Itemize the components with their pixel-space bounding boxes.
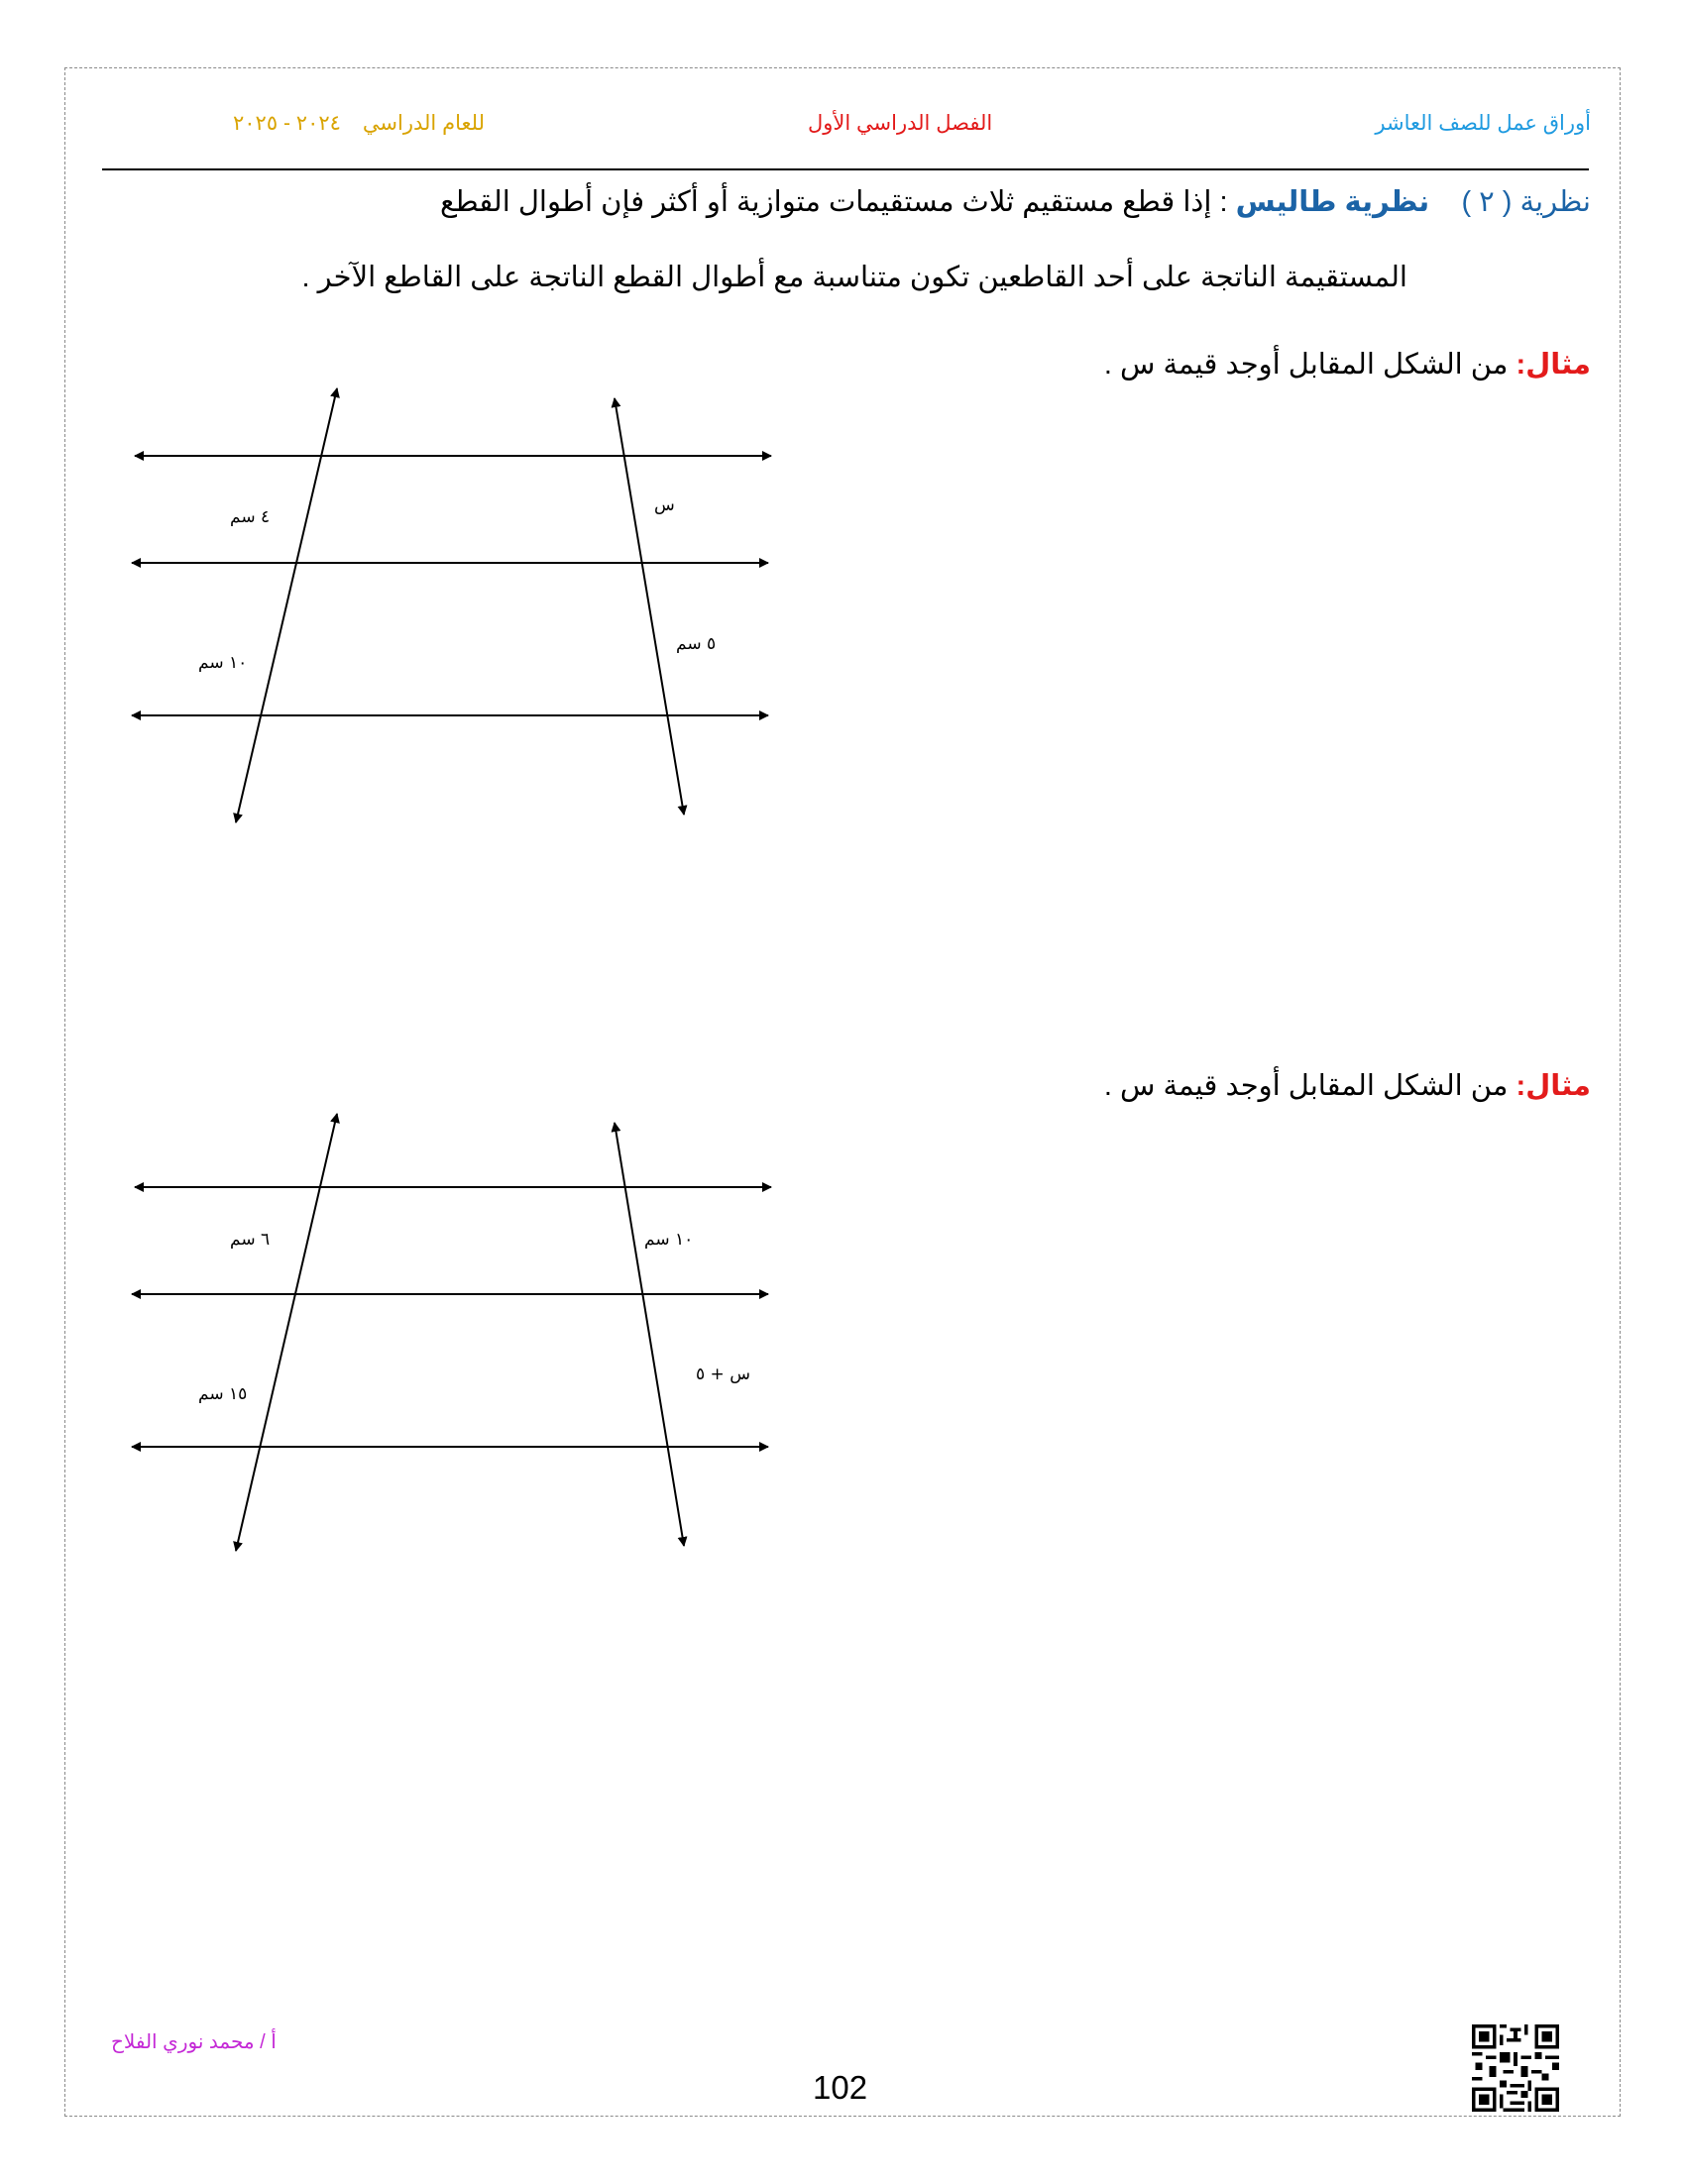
- author-name: أ / محمد نوري الفلاح: [111, 2031, 277, 2053]
- example-2-text: من الشكل المقابل أوجد قيمة س .: [1103, 1070, 1509, 1102]
- figure-2: [0, 1100, 813, 1566]
- header-year-value: ٢٠٢٤ - ٢٠٢٥: [233, 112, 341, 135]
- example-1-label: مثال:: [1516, 349, 1591, 381]
- header-worksheet-title: أوراق عمل للصف العاشر: [1375, 112, 1591, 135]
- theorem-number: نظرية ( ٢ ): [1461, 186, 1591, 218]
- theorem-name: نظرية طاليس: [1235, 186, 1430, 218]
- example-2: [1104, 1068, 1591, 1103]
- header-school-year: [233, 111, 485, 136]
- fig1-label-left-top: ٤ سم: [230, 507, 271, 527]
- qr-code-icon: [1472, 2024, 1559, 2112]
- theorem-statement-2: المستقيمة الناتجة على أحد القاطعين تكون متناسبة مع أطوال القطع الناتجة على القاطع الآخر .: [301, 262, 1407, 293]
- example-1: [1104, 347, 1591, 382]
- fig2-label-left-bottom: ١٥ سم: [198, 1384, 248, 1404]
- transversal-right: [615, 398, 684, 815]
- fig2-label-right-top: ١٠ سم: [644, 1230, 694, 1250]
- fig1-label-right-top: س: [654, 495, 675, 515]
- example-2-label: مثال:: [1516, 1070, 1591, 1102]
- fig1-label-right-bottom: ٥ سم: [676, 634, 717, 654]
- page-number: 102: [813, 2069, 868, 2106]
- fig2-label-right-bottom: س + ٥: [696, 1365, 750, 1384]
- transversal-left: [236, 388, 337, 822]
- theorem-statement-1: : إذا قطع مستقيم ثلاث مستقيمات متوازية أو أكثر فإن أطوال القطع: [440, 186, 1228, 218]
- header-rule: [102, 168, 1589, 170]
- fig1-label-left-bottom: ١٠ سم: [198, 653, 248, 673]
- figure-1: [0, 377, 813, 832]
- header-semester: الفصل الدراسي الأول: [808, 112, 993, 135]
- theorem-line-1: [440, 184, 1591, 219]
- fig2-label-left-top: ٦ سم: [230, 1230, 271, 1250]
- example-1-text: من الشكل المقابل أوجد قيمة س .: [1103, 349, 1509, 381]
- transversal-left: [236, 1114, 337, 1551]
- header-year-label: للعام الدراسي: [362, 112, 485, 135]
